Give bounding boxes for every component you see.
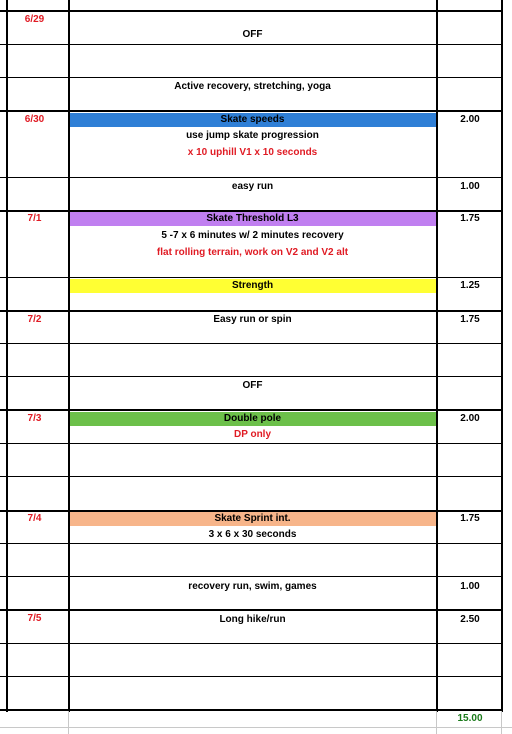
grid-line: [0, 310, 502, 312]
day-date: 7/4: [27, 513, 42, 524]
grid-line: [0, 44, 502, 45]
recovery-entry: Active recovery, stretching, yoga: [174, 81, 331, 92]
grid-line: [0, 110, 502, 112]
session-hours: 1.00: [460, 181, 480, 192]
session-title: Skate speeds: [220, 114, 285, 125]
total-hours: 15.00: [457, 713, 483, 724]
grid-column-line: [68, 0, 70, 712]
session-hours: 1.75: [460, 513, 480, 524]
session-title: Skate Sprint int.: [214, 513, 291, 524]
grid-line: [0, 476, 502, 477]
cell-separator: [0, 727, 512, 728]
session-note: DP only: [233, 429, 272, 440]
day-date: 6/30: [24, 114, 45, 125]
grid-line: [0, 376, 502, 377]
day-date: 7/3: [27, 413, 42, 424]
session-title: Double pole: [223, 413, 282, 424]
session-hours: 1.00: [460, 581, 480, 592]
grid-line: [0, 676, 502, 677]
grid-line: [0, 409, 502, 411]
grid-column-line: [436, 0, 438, 712]
easy-run-entry: easy run: [231, 181, 274, 192]
session-detail: 5 -7 x 6 minutes w/ 2 minutes recovery: [161, 230, 344, 241]
session-detail: use jump skate progression: [186, 130, 319, 141]
grid-line: [0, 343, 502, 344]
grid-line: [0, 643, 502, 644]
session-hours: 2.50: [460, 614, 480, 625]
day-date: 7/1: [27, 213, 42, 224]
grid-line: [0, 443, 502, 444]
cell-separator: [436, 711, 437, 734]
session-detail: 3 x 6 x 30 seconds: [208, 529, 297, 540]
session-title: Easy run or spin: [213, 314, 292, 325]
recovery-entry: recovery run, swim, games: [188, 581, 317, 592]
day-date: 7/5: [27, 613, 42, 624]
session-hours: 1.75: [460, 213, 480, 224]
session-note: x 10 uphill V1 x 10 seconds: [187, 147, 318, 158]
session-hours: 2.00: [460, 114, 480, 125]
session-note: flat rolling terrain, work on V2 and V2 alt: [156, 247, 349, 258]
day-date: 7/2: [27, 314, 42, 325]
grid-line: [0, 277, 502, 278]
grid-line: [0, 10, 502, 12]
grid-column-line: [6, 0, 8, 712]
grid-line: [0, 609, 502, 611]
cell-separator: [68, 711, 69, 734]
off-entry: OFF: [242, 380, 263, 391]
strength-entry: Strength: [231, 280, 274, 291]
grid-line: [0, 576, 502, 577]
off-entry: OFF: [242, 29, 263, 40]
grid-line: [0, 177, 502, 178]
grid-line: [0, 543, 502, 544]
grid-column-line: [501, 0, 503, 712]
grid-line: [0, 77, 502, 78]
grid-line: [0, 709, 502, 711]
session-hours: 1.25: [460, 280, 480, 291]
session-hours: 1.75: [460, 314, 480, 325]
session-title: Long hike/run: [219, 614, 286, 625]
day-date: 6/29: [24, 14, 45, 25]
session-hours: 2.00: [460, 413, 480, 424]
session-title: Skate Threshold L3: [206, 213, 299, 224]
